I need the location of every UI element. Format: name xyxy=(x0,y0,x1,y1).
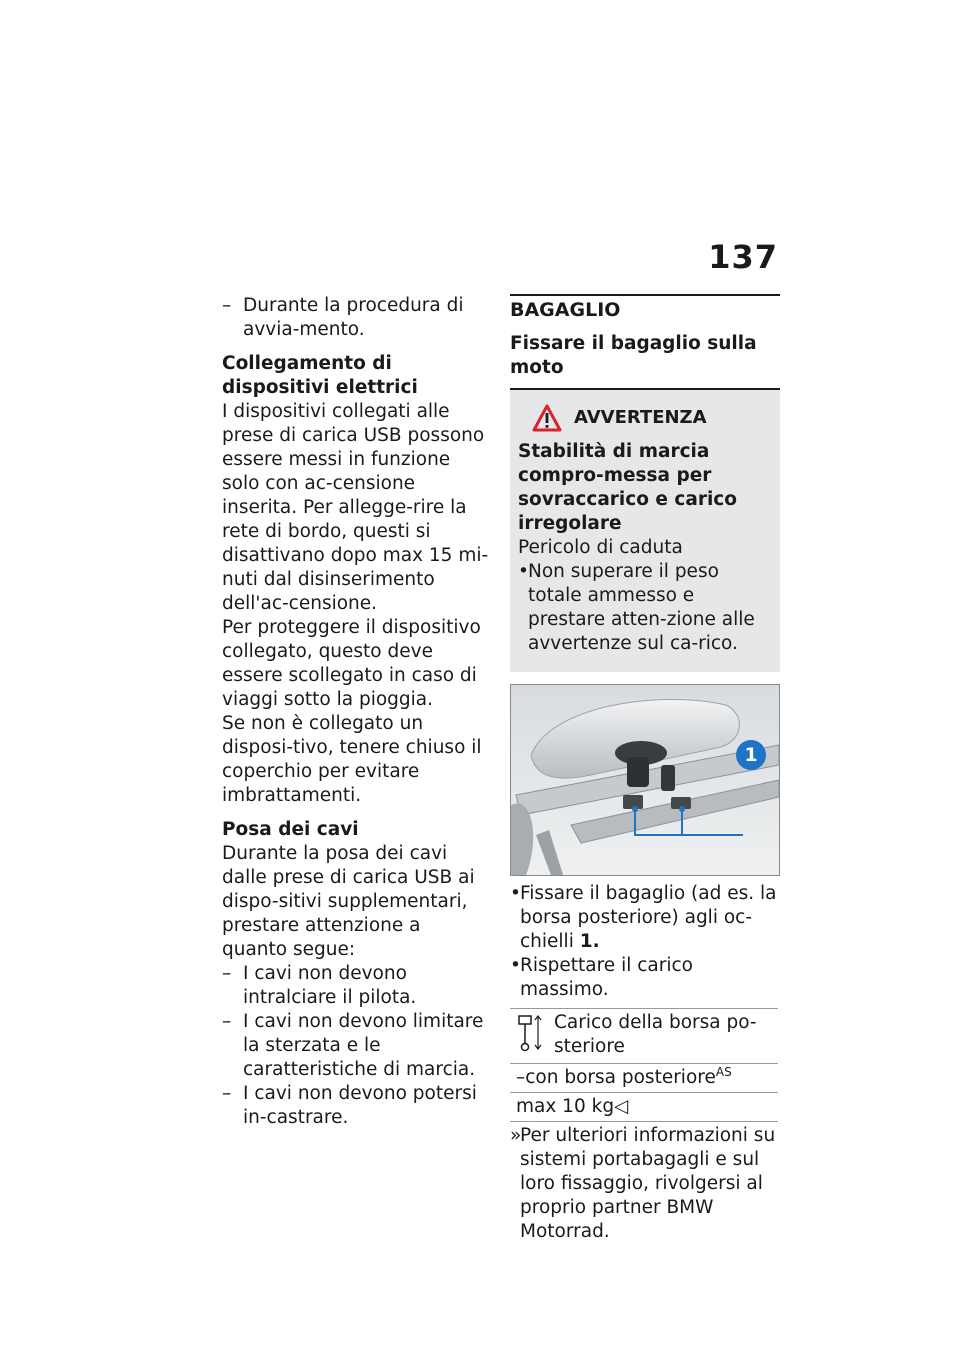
load-weight-icon xyxy=(516,1013,544,1053)
spec-condition: con borsa posteriore xyxy=(525,1067,716,1088)
info-note: » Per ulteriori informazioni su sistemi portabagagli e sul loro fissaggio, rivolgersi al proprio partner BMW Motorrad. xyxy=(510,1124,780,1244)
step-max-load: • Rispettare il carico massimo. xyxy=(510,954,780,1002)
warning-header xyxy=(532,404,772,432)
spec-condition-sup: AS xyxy=(715,1064,732,1079)
intro-dash-item: – Durante la procedura di avvia-mento. xyxy=(222,294,490,342)
step-1-ref: 1. xyxy=(579,931,600,952)
warning-box xyxy=(510,390,780,672)
left-column xyxy=(222,294,490,1130)
luggage-hook-figure xyxy=(510,684,780,876)
spec-condition-row xyxy=(510,1064,778,1093)
spec-value-row xyxy=(510,1093,778,1122)
motorcycle-rear-illustration xyxy=(511,685,779,875)
figure-callout-1: 1 xyxy=(736,740,766,770)
spec-table xyxy=(510,1008,778,1122)
warning-action: • Non superare il peso totale ammesso e prestare atten-zione alle avvertenze sul ca-rico. xyxy=(518,560,772,656)
spec-header xyxy=(510,1009,778,1064)
warning-consequence: Pericolo di caduta xyxy=(518,537,683,558)
page-number: 137 xyxy=(708,238,778,276)
usb-paragraph-2: Per proteggere il dispositivo collegato, questo deve essere scollegato in caso di viaggi sotto la pioggia. xyxy=(222,617,481,710)
cables-intro: Durante la posa dei cavi dalle prese di carica USB ai dispo-sitivi supplementari, prestare attenzione a quanto segue: xyxy=(222,843,475,960)
cables-item-2: – I cavi non devono limitare la sterzata e le caratteristiche di marcia. xyxy=(222,1010,490,1082)
spec-value: max 10 kg xyxy=(516,1096,615,1117)
cables-heading: Posa dei cavi xyxy=(222,819,359,840)
warning-triangle-icon xyxy=(532,404,562,432)
step-1-text: Fissare il bagaglio (ad es. la borsa posteriore) agli oc-chielli xyxy=(520,883,777,952)
right-column xyxy=(510,294,780,1244)
warning-label: AVVERTENZA xyxy=(574,407,707,428)
usb-paragraph-3: Se non è collegato un disposi-tivo, tenere chiuso il coperchio per evitare imbrattamenti. xyxy=(222,713,482,806)
warning-title: Stabilità di marcia compro-messa per sovraccarico e carico irregolare xyxy=(518,441,737,534)
cables-item-3: – I cavi non devono potersi in-castrare. xyxy=(222,1082,490,1130)
spec-title: Carico della borsa po-steriore xyxy=(554,1012,757,1057)
section-title: BAGAGLIO xyxy=(510,294,780,322)
spec-end-mark: ◁ xyxy=(614,1096,629,1117)
usb-paragraph-1: I dispositivi collegati alle prese di carica USB possono essere messi in funzione solo con ac-censione inserita. Per allegge-rire la rete di bordo, questi si disattivano dopo max 15 mi-nuti dal disinserimento dell'ac-censione. xyxy=(222,401,489,614)
usb-heading: Collegamento di dispositivi elettrici xyxy=(222,353,418,398)
step-fasten-luggage xyxy=(510,882,780,954)
spec-condition-dash: – xyxy=(516,1067,526,1088)
subsection-title: Fissare il bagaglio sulla moto xyxy=(510,332,780,390)
cables-item-1: – I cavi non devono intralciare il pilota. xyxy=(222,962,490,1010)
